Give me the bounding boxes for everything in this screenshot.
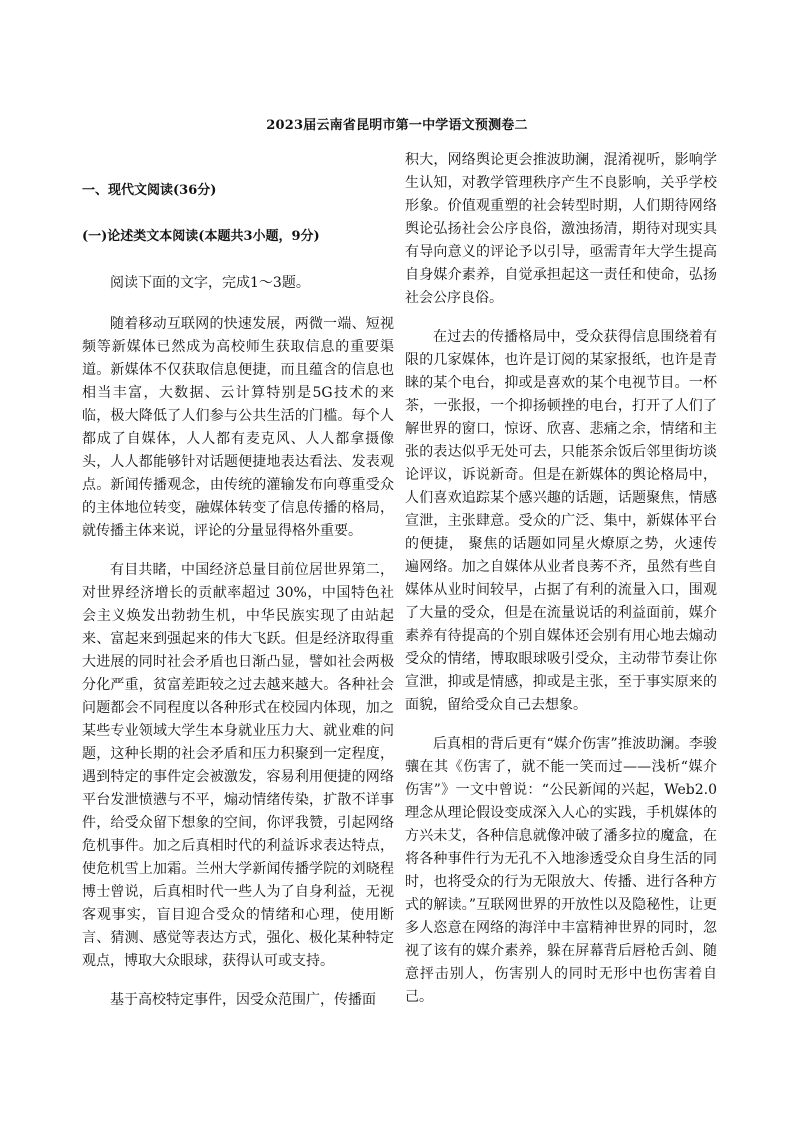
body-paragraph: 随着移动互联网的快速发展，两微一端、短视频等新媒体已然成为高校师生获取信息的重要渠道。新媒体不仅获取信息便捷，而且蕴含的信息也相当丰富，大数据、云计算特别是5G技术的来临，极大降低了人们参与公共生活的门槛。每个人都成了自媒体，人人都有麦克风、人人都拿摄像头，人人都能够针对话题便捷地表达看法、发表观点。新闻传播观念，由传统的灌输发布向尊重受众的主体地位转变，融媒体转变了信息传播的格局，就传播主体来说，评论的分量显得格外重要。 <box>82 316 394 539</box>
right-column <box>405 149 717 1025</box>
section-heading: 一、现代文阅读(36分) <box>82 183 217 198</box>
body-paragraph: 基于高校特定事件，因受众范围广，传播面 <box>110 992 376 1008</box>
body-paragraph: 积大，网络舆论更会推波助澜，混淆视听，影响学生认知，对教学管理秩序产生不良影响，关乎学校形象。价值观重塑的社会转型时期，人们期待网络舆论弘扬社会公序良俗，激浊扬清，期待对现实具有导向意义的评论予以引导，亟需青年大学生提高自身媒介素养，自觉承担起这一责任和使命，弘扬社会公序良俗。 <box>405 152 717 306</box>
body-paragraph: 有目共睹，中国经济总量目前位居世界第二，对世界经济增长的贡献率超过 30%，中国特色社会主义焕发出勃勃生机，中华民族实现了由站起来、富起来到强起来的伟大飞跃。但是经济取得重大进展的同时社会矛盾也日渐凸显，譬如社会两极分化严重，贫富差距较之过去越来越大。各种社会问题都会不同程度以各种形式在校园内体现，加之某些专业领域大学生本身就业压力大、就业难的问题，这种长期的社会矛盾和压力积聚到一定程度，遇到特定的事件定会被激发，容易利用便捷的网络平台发泄愤懑与不平，煽动情绪传染，扩散不详事件，给受众留下想象的空间，你评我赞，引起网络危机事件。加之后真相时代的利益诉求表达特点，使危机雪上加霜。兰州大学新闻传播学院的刘晓程博士曾说，后真相时代一些人为了自身利益，无视客观事实，盲目迎合受众的情绪和心理，使用断言、猜测、感觉等表达方式，强化、极化某种特定观点，博取大众眼球，获得认可或支持。 <box>82 562 394 969</box>
left-column <box>82 172 394 1028</box>
reading-instruction: 阅读下面的文字，完成1～3题。 <box>110 275 310 291</box>
body-paragraph: 在过去的传播格局中，受众获得信息围绕着有限的几家媒体，也许是订阅的某家报纸，也许是青睐的某个电台，抑或是喜欢的某个电视节目。一杯茶，一张报，一个抑扬顿挫的电台，打开了人们了解世界的窗口，惊讶、欣喜、悲痛之余，情绪和主张的表达似乎无处可去，只能茶余饭后邻里街坊谈论评议，诉说新奇。但是在新媒体的舆论格局中，人们喜欢追踪某个感兴趣的话题，话题聚焦，情感宣泄，主张肆意。受众的广泛、集中，新媒体平台的便捷， 聚焦的话题如同星火燎原之势，火速传遍网络。加之自媒体从业者良莠不齐，虽然有些自媒体从业时间较早，占据了有利的流量入口，围观了大量的受众，但是在流量说话的利益面前，媒介素养有待提高的个别自媒体还会别有用心地去煽动受众的情绪，博取眼球吸引受众，主动带节奏让你宣泄，抑或是情感，抑或是主张，至于事实原来的面貌，留给受众自己去想象。 <box>405 329 717 713</box>
subsection-heading: (一)论述类文本阅读(本题共3小题，9分) <box>82 229 320 244</box>
body-paragraph: 后真相的背后更有“媒介伤害”推波助澜。李骏骧在其《伤害了，就不能一笑而过——浅析“媒介伤害”》一文中曾说：“公民新闻的兴起，Web2.0理念从理论假设变成深入人心的实践，手机媒体的方兴未艾，各种信息就像冲破了潘多拉的魔盒，在将各种事件行为无孔不入地渗透受众自身生活的同时，也将受众的行为无限放大、传播、进行各种方式的解读。”互联网世界的开放性以及隐秘性，让更多人恣意在网络的海洋中丰富精神世界的同时，忽视了该有的媒介素养，躲在屏幕背后唇枪舌剑、随意抨击别人，伤害别人的同时无形中也伤害着自己。 <box>405 736 717 1005</box>
page-title: 2023届云南省昆明市第一中学语文预测卷二 <box>266 118 528 133</box>
